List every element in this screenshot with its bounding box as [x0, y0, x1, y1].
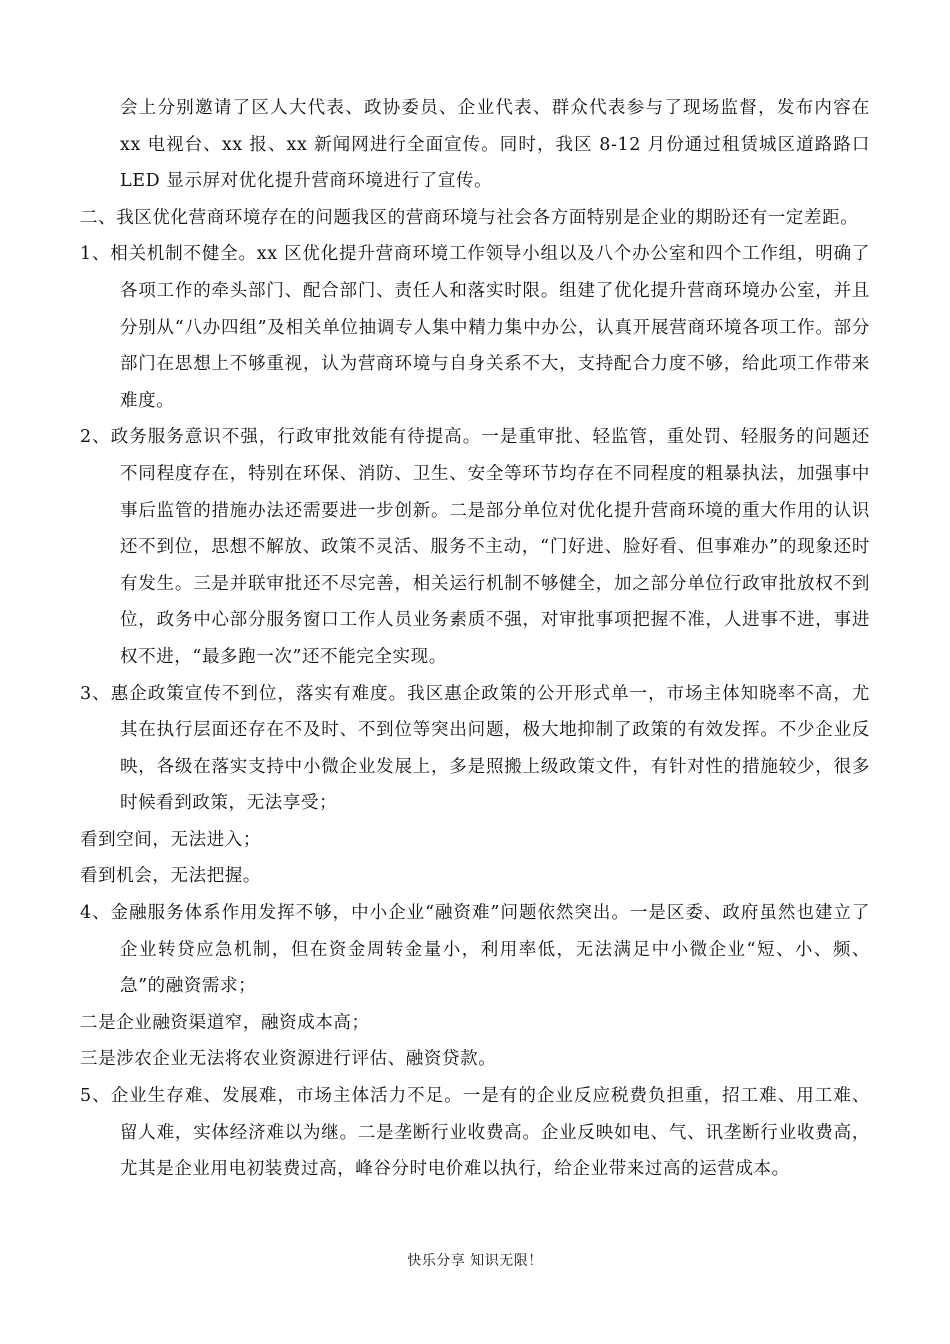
- numbered-item-5: 5、企业生存难、发展难，市场主体活力不足。一是有的企业反应税费负担重，招工难、用工难、留人难，实体经济难以为继。二是垄断行业收费高。企业反映如电、气、讯垄断行业收费高，尤其是企业用电初装费过高，峰谷分时电价难以执行，给企业带来过高的运营成本。: [80, 1086, 870, 1180]
- paragraph-line: 二是企业融资渠道窄，融资成本高；: [80, 1012, 370, 1033]
- section-heading-problems: 二、我区优化营商环境存在的问题我区的营商环境与社会各方面特别是企业的期盼还有一定差距。: [80, 207, 859, 228]
- paragraph-line: 看到空间，无法进入；: [80, 829, 261, 850]
- paragraph-line: 看到机会，无法把握。: [80, 866, 261, 887]
- paragraph-line: 三是涉农企业无法将农业资源进行评估、融资贷款。: [80, 1049, 497, 1070]
- document-body: [80, 90, 870, 1188]
- page-footer: 快乐分享 知识无限！: [407, 1253, 543, 1269]
- numbered-item-4: 4、金融服务体系作用发挥不够，中小企业“融资难”问题依然突出。一是区委、政府虽然也建立了企业转贷应急机制，但在资金周转金量小，利用率低，无法满足中小微企业“短、小、频、急”的融资需求；: [80, 903, 870, 997]
- numbered-item-3: 3、惠企政策宣传不到位，落实有难度。我区惠企政策的公开形式单一，市场主体知晓率不高，尤其在执行层面还存在不及时、不到位等突出问题，极大地抑制了政策的有效发挥。不少企业反映，各级在落实支持中小微企业发展上，多是照搬上级政策文件，有针对性的措施较少，很多时候看到政策，无法享受；: [80, 683, 870, 814]
- numbered-item-2: 2、政务服务意识不强，行政审批效能有待提高。一是重审批、轻监管，重处罚、轻服务的问题还不同程度存在，特别在环保、消防、卫生、安全等环节均存在不同程度的粗暴执法，加强事中事后监管的措施办法还需要进一步创新。二是部分单位对优化提升营商环境的重大作用的认识还不到位，思想不解放、政策不灵活、服务不主动，“门好进、脸好看、但事难办”的现象还时有发生。三是并联审批还不尽完善，相关运行机制不够健全，加之部分单位行政审批放权不到位，政务中心部分服务窗口工作人员业务素质不强，对审批事项把握不准，人进事不进，事进权不进，“最多跑一次”还不能完全实现。: [80, 427, 870, 667]
- paragraph-continuation: 会上分别邀请了区人大代表、政协委员、企业代表、群众代表参与了现场监督，发布内容在 xx 电视台、xx 报、xx 新闻网进行全面宣传。同时，我区 8-12 月份通过租赁城区道路路口 LED 显示屏对优化提升营商环境进行了宣传。: [120, 98, 870, 192]
- numbered-item-1: 1、相关机制不健全。xx 区优化提升营商环境工作领导小组以及八个办公室和四个工作组，明确了各项工作的牵头部门、配合部门、责任人和落实时限。组建了优化提升营商环境办公室，并且分别从“八办四组”及相关单位抽调专人集中精力集中办公，认真开展营商环境各项工作。部分部门在思想上不够重视，认为营商环境与自身关系不大，支持配合力度不够，给此项工作带来难度。: [80, 244, 870, 411]
